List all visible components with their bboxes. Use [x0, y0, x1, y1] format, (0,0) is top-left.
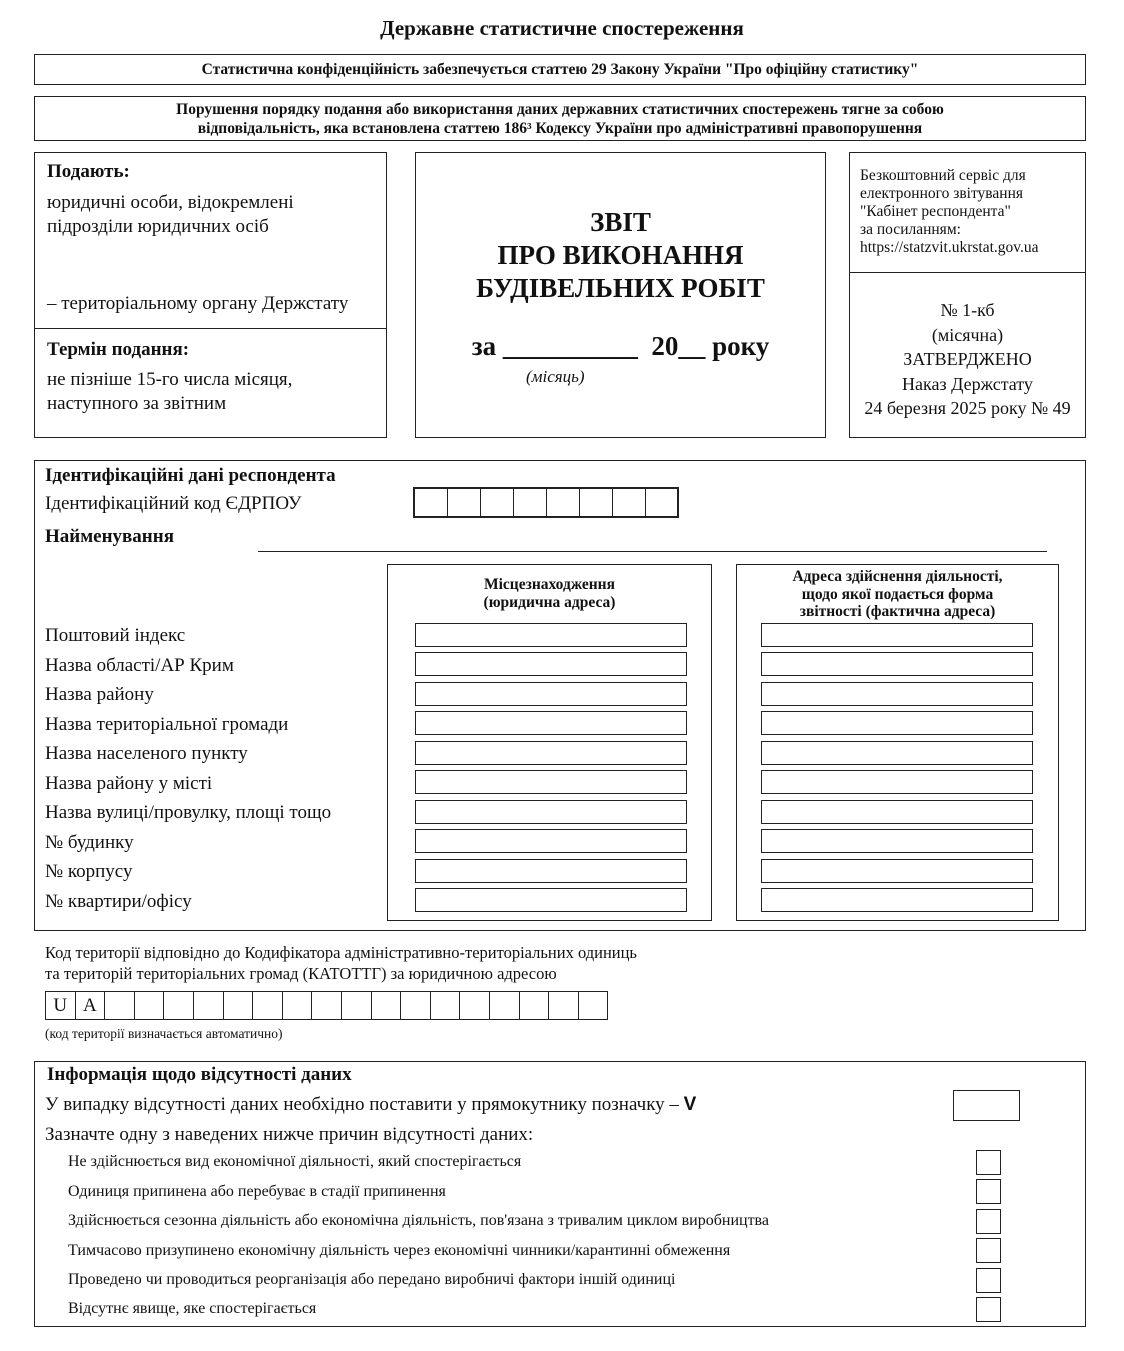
- absence-reason-1-checkbox[interactable]: [976, 1150, 1001, 1175]
- submitters-line-2: підрозділи юридичних осіб: [47, 216, 269, 237]
- legal-house-input[interactable]: [415, 829, 687, 853]
- actual-settlement-input[interactable]: [761, 741, 1033, 765]
- field-label-region: Назва області/АР Крим: [45, 655, 234, 676]
- katottg-prefix-u: U: [46, 992, 76, 1020]
- actual-region-input[interactable]: [761, 652, 1033, 676]
- edrpou-digit[interactable]: [448, 489, 481, 516]
- form-info-box: [849, 152, 1086, 438]
- violation-notice: [34, 96, 1086, 141]
- name-label: Найменування: [45, 526, 174, 547]
- katottg-digit[interactable]: [520, 992, 550, 1020]
- actual-address-heading-3: звітності (фактична адреса): [799, 603, 996, 620]
- deadline-line-1: не пізніше 15-го числа місяця,: [47, 369, 293, 390]
- month-hint: (місяць): [526, 367, 585, 386]
- katottg-digit[interactable]: [224, 992, 254, 1020]
- katottg-code-input[interactable]: [45, 991, 608, 1020]
- service-url[interactable]: https://statzvit.ukrstat.gov.ua: [860, 239, 1039, 256]
- legal-city-district-input[interactable]: [415, 770, 687, 794]
- edrpou-label: Ідентифікаційний код ЄДРПОУ: [45, 493, 302, 514]
- legal-building-input[interactable]: [415, 859, 687, 883]
- katottg-digit[interactable]: [460, 992, 490, 1020]
- actual-house-input[interactable]: [761, 829, 1033, 853]
- katottg-line-2: та територій територіальних громад (КАТОТТГ) за юридичною адресою: [45, 964, 557, 983]
- katottg-digit[interactable]: [490, 992, 520, 1020]
- katottg-digit[interactable]: [549, 992, 579, 1020]
- violation-line-1: Порушення порядку подання або використання даних державних статистичних спостережень тягне за собою: [176, 101, 944, 118]
- report-title-1: ЗВІТ: [590, 207, 651, 237]
- field-label-street: Назва вулиці/провулку, площі тощо: [45, 802, 332, 823]
- submitters-line-1: юридичні особи, відокремлені: [47, 192, 294, 213]
- absence-reason-3-checkbox[interactable]: [976, 1209, 1001, 1234]
- katottg-digit[interactable]: [342, 992, 372, 1020]
- legal-settlement-input[interactable]: [415, 741, 687, 765]
- katottg-note: (код території визначається автоматично): [45, 1026, 283, 1041]
- actual-address-heading: [737, 568, 1058, 621]
- legal-postal-code-input[interactable]: [415, 623, 687, 647]
- deadline-heading: Термін подання:: [47, 339, 190, 360]
- absence-reason-2: Одиниця припинена або перебуває в стадії припинення: [68, 1183, 446, 1200]
- absence-reason-4-checkbox[interactable]: [976, 1238, 1001, 1263]
- legal-district-input[interactable]: [415, 682, 687, 706]
- legal-address-heading-2: (юридична адреса): [483, 594, 616, 611]
- actual-address-heading-2: щодо якої подається форма: [801, 585, 994, 603]
- form-info-text: [850, 298, 1085, 421]
- absence-reason-5-checkbox[interactable]: [976, 1268, 1001, 1293]
- katottg-digit[interactable]: [135, 992, 165, 1020]
- submitters-heading: Подають:: [47, 161, 130, 182]
- actual-postal-code-input[interactable]: [761, 623, 1033, 647]
- legal-region-input[interactable]: [415, 652, 687, 676]
- absence-reasons-prompt: Зазначте одну з наведених нижче причин відсутності даних:: [45, 1124, 534, 1145]
- katottg-digit[interactable]: [312, 992, 342, 1020]
- field-label-city-district: Назва району у місті: [45, 773, 213, 794]
- submitters-box: [34, 152, 387, 438]
- submitters-recipient: – територіальному органу Держстату: [47, 293, 349, 314]
- field-label-apartment: № квартири/офісу: [45, 891, 192, 912]
- deadline-line-2: наступного за звітним: [47, 393, 227, 414]
- katottg-digit[interactable]: [431, 992, 461, 1020]
- edrpou-digit[interactable]: [415, 489, 448, 516]
- katottg-digit[interactable]: [283, 992, 313, 1020]
- katottg-digit[interactable]: [372, 992, 402, 1020]
- edrpou-code-input[interactable]: [413, 487, 679, 518]
- absence-mark: V: [683, 1094, 697, 1115]
- katottg-digit[interactable]: [253, 992, 283, 1020]
- katottg-line-1: Код території відповідно до Кодифікатора адміністративно-територіальних одиниць: [45, 943, 637, 962]
- absence-reason-2-checkbox[interactable]: [976, 1179, 1001, 1204]
- katottg-digit[interactable]: [401, 992, 431, 1020]
- actual-building-input[interactable]: [761, 859, 1033, 883]
- katottg-prefix-a: A: [76, 992, 106, 1020]
- absence-reason-3: Здійснюється сезонна діяльність або економічна діяльність, пов'язана з тривалим циклом виробництва: [68, 1212, 769, 1229]
- katottg-digit[interactable]: [164, 992, 194, 1020]
- edrpou-digit[interactable]: [613, 489, 646, 516]
- katottg-digit[interactable]: [194, 992, 224, 1020]
- field-label-postal-code: Поштовий індекс: [45, 625, 186, 646]
- actual-street-input[interactable]: [761, 800, 1033, 824]
- legal-address-heading: [388, 576, 711, 612]
- submitters-divider: [35, 328, 386, 329]
- service-text: [860, 167, 1039, 257]
- service-line-4: за посиланням:: [860, 221, 961, 238]
- actual-community-input[interactable]: [761, 711, 1033, 735]
- report-title-3: БУДІВЕЛЬНИХ РОБІТ: [476, 273, 765, 303]
- document-title: Державне статистичне спостереження: [380, 16, 744, 40]
- field-label-community: Назва територіальної громади: [45, 714, 289, 735]
- form-approved: ЗАТВЕРДЖЕНО: [903, 349, 1032, 369]
- service-line-3: "Кабінет респондента": [860, 203, 1011, 220]
- identification-heading: Ідентифікаційні дані респондента: [45, 465, 336, 486]
- edrpou-digit[interactable]: [547, 489, 580, 516]
- edrpou-digit[interactable]: [481, 489, 514, 516]
- field-label-settlement: Назва населеного пункту: [45, 743, 248, 764]
- absence-instruction: [45, 1094, 696, 1116]
- absence-heading: Інформація щодо відсутності даних: [47, 1064, 352, 1085]
- edrpou-digit[interactable]: [514, 489, 547, 516]
- confidentiality-notice: [34, 54, 1086, 85]
- actual-address-heading-1: Адреса здійснення діяльності,: [792, 568, 1003, 585]
- confidentiality-text: Статистична конфіденційність забезпечується статтею 29 Закону України "Про офіційну статистику": [201, 61, 919, 78]
- legal-address-heading-1: Місцезнаходження: [483, 576, 615, 593]
- absence-mark-box[interactable]: [953, 1090, 1020, 1121]
- katottg-digit[interactable]: [105, 992, 135, 1020]
- legal-apartment-input[interactable]: [415, 888, 687, 912]
- service-line-2: електронного звітування: [860, 185, 1023, 202]
- legal-street-input[interactable]: [415, 800, 687, 824]
- name-input-line[interactable]: [258, 551, 1047, 552]
- actual-apartment-input[interactable]: [761, 888, 1033, 912]
- absence-reason-4: Тимчасово призупинено економічну діяльність через економічні чинники/карантинні обмеження: [68, 1242, 731, 1259]
- actual-district-input[interactable]: [761, 682, 1033, 706]
- form-periodicity: (місячна): [931, 324, 1004, 345]
- form-info-divider: [850, 272, 1085, 273]
- absence-reason-5: Проведено чи проводиться реорганізація або передано виробничі фактори іншій одиниці: [68, 1271, 676, 1288]
- edrpou-digit[interactable]: [580, 489, 613, 516]
- form-number: № 1-кб: [940, 300, 995, 320]
- violation-line-2: відповідальність, яка встановлена статтею 186³ Кодексу України про адміністративні правопорушення: [197, 120, 923, 137]
- absence-reason-6-checkbox[interactable]: [976, 1297, 1001, 1322]
- field-label-district: Назва району: [45, 684, 154, 705]
- form-order: Наказ Держстату: [902, 373, 1033, 394]
- absence-instruction-text: У випадку відсутності даних необхідно поставити у прямокутнику позначку –: [45, 1094, 679, 1115]
- field-label-house: № будинку: [45, 832, 134, 853]
- report-title-box: [415, 152, 826, 438]
- actual-city-district-input[interactable]: [761, 770, 1033, 794]
- absence-reason-1: Не здійснюється вид економічної діяльності, який спостерігається: [68, 1153, 522, 1170]
- absence-reason-6: Відсутнє явище, яке спостерігається: [68, 1300, 317, 1317]
- legal-community-input[interactable]: [415, 711, 687, 735]
- field-label-building: № корпусу: [45, 861, 133, 882]
- report-period: за __________ 20__ року: [471, 331, 770, 361]
- report-title-2: ПРО ВИКОНАННЯ: [497, 240, 744, 270]
- form-order-date: 24 березня 2025 року № 49: [864, 398, 1071, 418]
- service-line-1: Безкоштовний сервіс для: [860, 167, 1026, 184]
